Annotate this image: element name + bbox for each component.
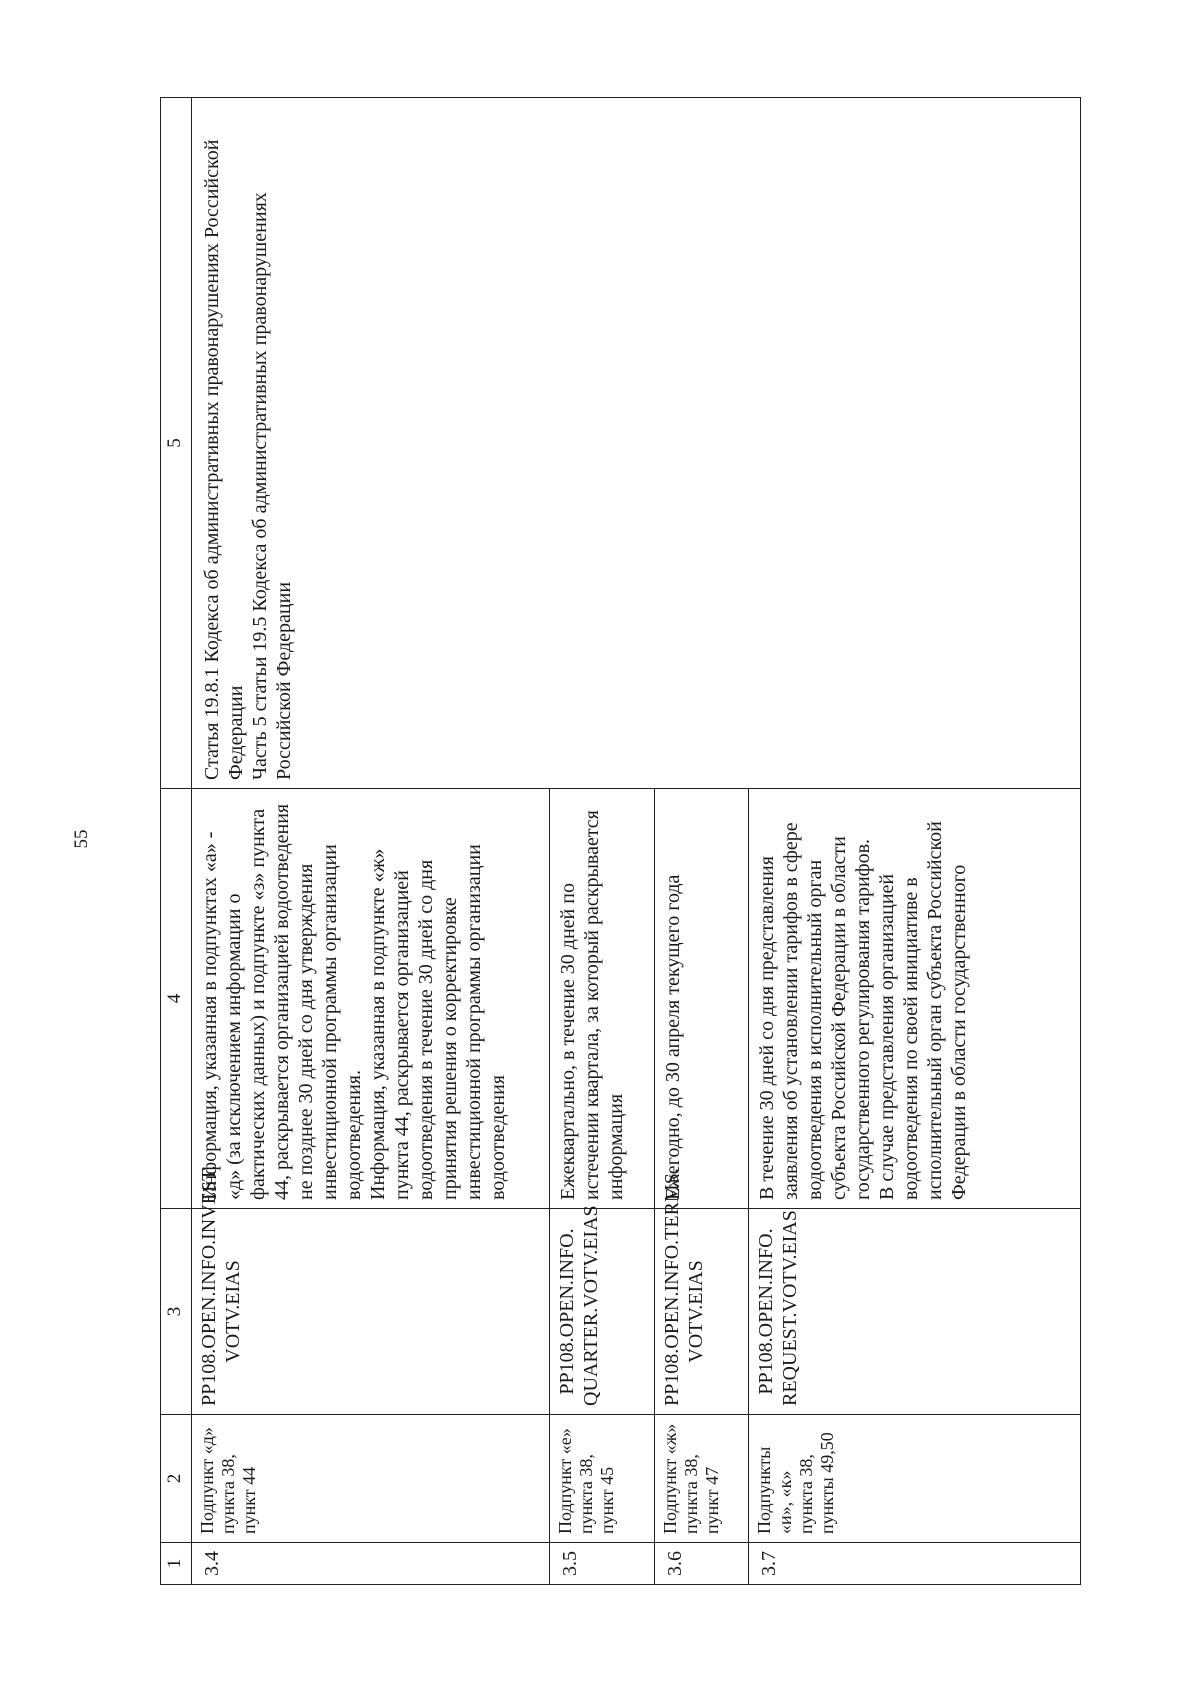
row-deadline: Ежеквартально, в течение 30 дней по истечении квартала, за который раскрывается информация (550, 789, 655, 1209)
header-col-2: 2 (161, 1415, 192, 1543)
table-row (192, 98, 550, 1585)
header-col-4: 4 (161, 789, 192, 1209)
disclosure-table-container (160, 98, 1077, 1585)
row-number: 3.6 (655, 1543, 749, 1585)
row-number: 3.4 (192, 1543, 550, 1585)
row-clause: Подпункт «е» пункта 38, пункт 45 (550, 1415, 655, 1543)
row-deadline: В течение 30 дней со дня представления заявления об установлении тарифов в сфере водоотведения в исполнительный орган субъекта Российской Федерации в области государственного регулирования тарифов. В случае представления организацией водоотведения по своей инициативе в исполнительный орган субъекта Российской Федерации в области государственного (749, 789, 1081, 1209)
row-code: PP108.OPEN.INFO.TERMS. VOTV.EIAS (655, 1209, 749, 1415)
row-number: 3.5 (550, 1543, 655, 1585)
header-col-1: 1 (161, 1543, 192, 1585)
page-number: 55 (71, 829, 92, 849)
row-code: PP108.OPEN.INFO.INVEST. VOTV.EIAS (192, 1209, 550, 1415)
row-clause: Подпункты «и», «к» пункта 38, пункты 49,50 (749, 1415, 1081, 1543)
row-liability: Статья 19.8.1 Кодекса об административных правонарушениях Российской Федерации Часть 5 статьи 19.5 Кодекса об административных правонарушениях Российской Федерации (192, 98, 1081, 789)
table-header-row (161, 98, 192, 1585)
row-deadline: Информация, указанная в подпунктах «а» - «д» (за исключением информации о фактических данных) и подпункте «з» пункта 44, раскрывается организацией водоотведения не позднее 30 дней со дня утверждения инвестиционной программы организации водоотведения. Информация, указанная в подпункте «ж» пункта 44, раскрывается организацией водоотведения в течение 30 дней со дня принятия решения о корректировке инвестиционной программы организации водоотведения (192, 789, 550, 1209)
row-code: PP108.OPEN.INFO. QUARTER.VOTV.EIAS (550, 1209, 655, 1415)
header-col-3: 3 (161, 1209, 192, 1415)
row-deadline: Ежегодно, до 30 апреля текущего года (655, 789, 749, 1209)
row-code: PP108.OPEN.INFO. REQUEST.VOTV.EIAS (749, 1209, 1081, 1415)
row-clause: Подпункт «д» пункта 38, пункт 44 (192, 1415, 550, 1543)
row-number: 3.7 (749, 1543, 1081, 1585)
disclosure-table (160, 97, 1081, 1585)
row-clause: Подпункт «ж» пункта 38, пункт 47 (655, 1415, 749, 1543)
header-col-5: 5 (161, 98, 192, 789)
